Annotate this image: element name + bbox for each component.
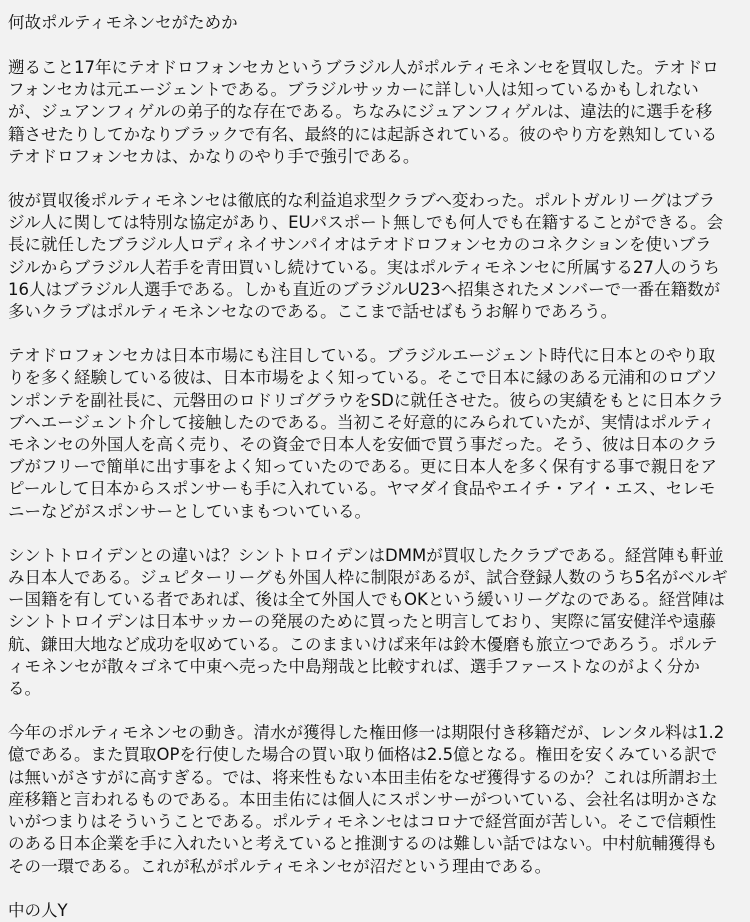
paragraph-4 (8, 545, 742, 700)
paragraph-line: ィモネンセが散々ゴネて中東へ売った中島翔哉と比較すれば、選手ファーストなのがよく分か (8, 656, 700, 676)
paragraph-line: 産移籍と言われるものである。本田圭佑には個人にスポンサーがついている、会社名は明かさな (8, 789, 718, 809)
paragraph-line: 航、鎌田大地など成功を収めている。このままいけば来年は鈴木優磨も旅立つであろう。ポルテ (8, 634, 718, 654)
paragraph-3 (8, 345, 742, 523)
paragraph-line: 彼が買収後ポルティモネンセは徹底的な利益追求型クラブへ変わった。ポルトガルリーグはブラ (8, 191, 716, 211)
paragraph-line: モネンセの外国人を高く売り、その資金で日本人を安価で買う事だった。そう、彼は日本のクラ (8, 435, 718, 455)
paragraph-line: が、ジュアンフィゲルの弟子的な存在である。ちなみにジュアンフィゲルは、違法的に選手を移 (8, 102, 713, 122)
paragraph-5 (8, 722, 742, 877)
paragraph-line: は無いがさすがに高すぎる。では、将来性もない本田圭佑をなぜ獲得するのか？これは所謂お土 (8, 767, 718, 787)
paragraph-line: る。 (8, 679, 41, 699)
paragraph-line: ピールして日本からスポンサーも手に入れている。ヤマダイ食品やエイチ・アイ・エス、セレモ (8, 479, 716, 499)
paragraph-line: 16人はブラジル人選手である。しかも直近のブラジルU23へ招集されたメンバーで一番在籍数が (8, 279, 721, 299)
paragraph-line: ンポンテを副社長に、元磐田のロドリゴグラウをSDに就任させた。彼らの実績をもとに日本クラ (8, 390, 724, 410)
document-title: 何故ポルティモネンセがためか (8, 13, 238, 32)
paragraph-line: 多いクラブはポルティモネンセなのである。ここまで話せばもうお解りであろう。 (8, 302, 618, 322)
paragraph-line: み日本人である。ジュピターリーグも外国人枠に制限があるが、試合登録人数のうち5名がベルギ (8, 568, 728, 588)
paragraph-line: のある日本企業を手に入れたいと考えていると推測するのは難しい話ではない。中村航輔獲得も (8, 834, 718, 854)
paragraph-line: りを多く経験している彼は、日本市場をよく知っている。そこで日本に縁のある元浦和のロブソ (8, 368, 718, 388)
paragraph-line: ニーなどがスポンサーとしていまもついている。 (8, 501, 371, 521)
paragraph-line: フォンセカは元エージェントである。ブラジルサッカーに詳しい人は知っているかもしれない (8, 80, 699, 100)
paragraph-1 (8, 57, 742, 168)
paragraph-line: シントトロイデンとの違いは？シントトロイデンはDMMが買収したクラブである。経営陣も軒並 (8, 545, 724, 565)
paragraph-line: 遡ること17年にテオドロフォンセカというブラジル人がポルティモネンセを買収した。テオドロ (8, 58, 719, 77)
paragraph-line: 億である。また買取OPを行使した場合の買い取り価格は2.5億となる。権田を安くみている訳で (8, 745, 718, 765)
paragraph-line: いがつまりはそういうことである。ポルティモネンセはコロナで経営面が苦しい。そこで信頼性 (8, 812, 717, 832)
paragraph-line: テオドロフォンセカは、かなりのやり手で強引である。 (8, 146, 420, 166)
paragraph-line: ジル人に関しては特別な協定があり、EUパスポート無しでも何人でも在籍することができる。会 (8, 213, 724, 233)
author-signature: 中の人Y (8, 900, 68, 920)
paragraph-2 (8, 190, 742, 323)
paragraph-line: シントトロイデンは日本サッカーの発展のために買ったと明言しており、実際に冨安健洋や遠藤 (8, 612, 716, 632)
document (8, 10, 742, 922)
paragraph-line: ブがフリーで簡単に出す事をよく知っていたのである。更に日本人を多く保有する事で親日をア (8, 457, 717, 477)
paragraph-line: ブへエージェント介して接触したのである。当初こそ好意的にみられていたが、実情はポルティ (8, 412, 716, 432)
paragraph-line: ジルからブラジル人若手を青田買いし続けている。実はポルティモネンセに所属する27人のうち (8, 257, 720, 277)
paragraph-line: テオドロフォンセカは日本市場にも注目している。ブラジルエージェント時代に日本とのやり取 (8, 346, 716, 366)
paragraph-line: 籍させたりしてかなりブラックで有名、最終的には起訴されている。彼のやり方を熟知している (8, 124, 718, 144)
paragraph-line: 長に就任したブラジル人ロディネイサンパイオはテオドロフォンセカのコネクションを使いブラ (8, 235, 712, 255)
paragraph-line: その一環である。これが私がポルティモネンセが沼だという理由である。 (8, 856, 552, 876)
paragraph-line: 今年のポルティモネンセの動き。清水が獲得した権田修一は期限付き移籍だが、レンタル料は1.2 (8, 723, 725, 743)
paragraph-line: ー国籍を有している者であれば、後は全て外国人でもOKという緩いリーグなのである。経営陣は (8, 590, 725, 610)
